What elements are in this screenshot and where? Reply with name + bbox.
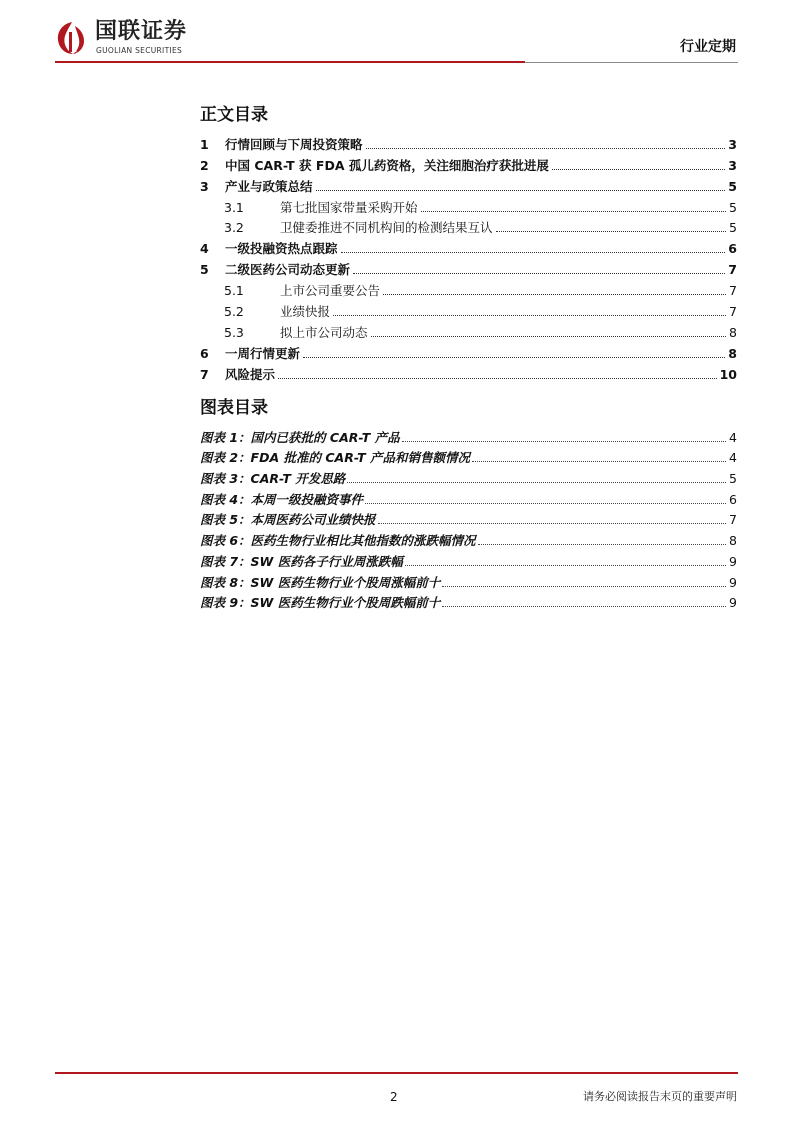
figure-entry[interactable] (200, 549, 737, 570)
toc-entry-number: 3.1 (224, 199, 244, 215)
toc-leader-dots (316, 189, 726, 191)
figure-entry-page: 7 (729, 512, 737, 528)
toc-entry[interactable] (200, 174, 737, 195)
figure-entry[interactable] (200, 591, 737, 612)
toc-entry-page: 8 (729, 324, 737, 340)
toc-entry-number: 1 (200, 136, 209, 152)
figures-heading: 图表目录 (200, 398, 268, 418)
toc-list (200, 132, 737, 383)
figure-leader-dots (365, 502, 726, 504)
toc-leader-dots (496, 230, 727, 232)
figure-entry-title[interactable]: 图表 5：本周医药公司业绩快报 (200, 512, 376, 528)
toc-entry[interactable] (200, 257, 737, 278)
toc-entry-page: 6 (728, 241, 737, 257)
footer-disclaimer: 请务必阅读报告末页的重要声明 (583, 1090, 737, 1103)
figure-leader-dots (378, 522, 726, 524)
toc-entry-title[interactable]: 拟上市公司动态 (280, 324, 368, 340)
toc-entry-page: 5 (728, 178, 737, 194)
figure-leader-dots (478, 543, 726, 545)
logo-mark-icon (55, 20, 89, 56)
toc-entry-number: 7 (200, 366, 209, 382)
toc-entry-title[interactable]: 第七批国家带量采购开始 (280, 199, 418, 215)
toc-entry-page: 3 (728, 157, 737, 173)
toc-leader-dots (371, 335, 727, 337)
logo-english-name: GUOLIAN SECURITIES (96, 46, 183, 55)
toc-entry-title[interactable]: 产业与政策总结 (225, 178, 313, 194)
toc-entry-page: 8 (728, 345, 737, 361)
toc-entry-title[interactable]: 一周行情更新 (225, 345, 301, 361)
toc-entry-number: 3 (200, 178, 209, 194)
toc-entry-page: 7 (729, 283, 737, 299)
figure-entry-page: 9 (729, 595, 737, 611)
toc-entry-title[interactable]: 二级医药公司动态更新 (225, 262, 351, 278)
figure-entry-page: 4 (729, 429, 737, 445)
figure-entry-title[interactable]: 图表 3：CAR-T 开发思路 (200, 471, 346, 487)
figures-list (200, 425, 737, 611)
header-rule-red (55, 61, 525, 63)
figure-leader-dots (402, 440, 726, 442)
figure-entry-title[interactable]: 图表 2：FDA 批准的 CAR-T 产品和销售额情况 (200, 450, 471, 466)
toc-entry[interactable] (200, 195, 737, 216)
figure-entry[interactable] (200, 446, 737, 467)
figure-entry-title[interactable]: 图表 1：国内已获批的 CAR-T 产品 (200, 429, 400, 445)
toc-entry-number: 5.3 (224, 324, 244, 340)
toc-entry[interactable] (200, 278, 737, 299)
figure-leader-dots (472, 460, 726, 462)
toc-entry[interactable] (200, 216, 737, 237)
toc-entry[interactable] (200, 299, 737, 320)
toc-entry[interactable] (200, 132, 737, 153)
toc-entry-page: 5 (729, 199, 737, 215)
figure-entry-title[interactable]: 图表 9：SW 医药生物行业个股周跌幅前十 (200, 595, 441, 611)
toc-entry-number: 5.2 (224, 304, 244, 320)
page-number: 2 (390, 1090, 398, 1104)
figure-entry-page: 4 (729, 450, 737, 466)
toc-entry-number: 4 (200, 241, 209, 257)
toc-leader-dots (366, 147, 726, 149)
figure-entry-page: 9 (729, 574, 737, 590)
toc-entry-page: 5 (729, 220, 737, 236)
toc-entry-title[interactable]: 中国 CAR-T 获 FDA 孤儿药资格，关注细胞治疗获批进展 (225, 157, 549, 173)
figure-entry[interactable] (200, 466, 737, 487)
figure-entry-title[interactable]: 图表 8：SW 医药生物行业个股周涨幅前十 (200, 574, 441, 590)
toc-entry[interactable] (200, 362, 737, 383)
toc-leader-dots (303, 356, 725, 358)
toc-entry-number: 3.2 (224, 220, 244, 236)
toc-entry-number: 6 (200, 345, 209, 361)
toc-entry-title[interactable]: 一级投融资热点跟踪 (225, 241, 338, 257)
figure-entry-page: 5 (729, 471, 737, 487)
figure-entry[interactable] (200, 508, 737, 529)
toc-leader-dots (278, 377, 717, 379)
logo-chinese-name: 国联证券 (95, 19, 188, 44)
toc-entry[interactable] (200, 153, 737, 174)
figure-entry[interactable] (200, 425, 737, 446)
toc-entry[interactable] (200, 320, 737, 341)
toc-leader-dots (552, 168, 725, 170)
toc-entry[interactable] (200, 341, 737, 362)
figure-entry-page: 6 (729, 491, 737, 507)
toc-entry-page: 3 (728, 136, 737, 152)
figure-leader-dots (442, 585, 726, 587)
figure-entry[interactable] (200, 487, 737, 508)
toc-entry-page: 10 (719, 366, 737, 382)
toc-entry-number: 2 (200, 157, 209, 173)
footer-rule (55, 1072, 738, 1074)
report-type-label: 行业定期 (680, 39, 736, 55)
figure-entry-title[interactable]: 图表 6：医药生物行业相比其他指数的涨跌幅情况 (200, 533, 476, 549)
toc-entry-title[interactable]: 上市公司重要公告 (280, 283, 381, 299)
figure-leader-dots (442, 605, 726, 607)
toc-entry-page: 7 (728, 262, 737, 278)
toc-leader-dots (333, 314, 726, 316)
figure-leader-dots (405, 564, 726, 566)
toc-entry-title[interactable]: 风险提示 (225, 366, 276, 382)
figure-entry-title[interactable]: 图表 4：本周一级投融资事件 (200, 491, 364, 507)
toc-entry[interactable] (200, 236, 737, 257)
figure-entry[interactable] (200, 570, 737, 591)
toc-entry-title[interactable]: 行情回顾与下周投资策略 (225, 136, 363, 152)
figure-entry[interactable] (200, 528, 737, 549)
toc-leader-dots (353, 272, 725, 274)
figure-leader-dots (347, 481, 726, 483)
toc-leader-dots (383, 293, 726, 295)
toc-leader-dots (421, 210, 727, 212)
page-header (55, 16, 738, 62)
header-rule-gray (525, 62, 738, 63)
figure-entry-page: 9 (729, 553, 737, 569)
toc-entry-title[interactable]: 卫健委推进不同机构间的检测结果互认 (280, 220, 493, 236)
toc-leader-dots (341, 251, 726, 253)
toc-entry-page: 7 (729, 304, 737, 320)
company-logo (55, 16, 205, 60)
toc-entry-title[interactable]: 业绩快报 (280, 304, 331, 320)
toc-heading: 正文目录 (200, 105, 268, 125)
toc-entry-number: 5.1 (224, 283, 244, 299)
figure-entry-title[interactable]: 图表 7：SW 医药各子行业周涨跌幅 (200, 553, 403, 569)
figure-entry-page: 8 (729, 533, 737, 549)
toc-entry-number: 5 (200, 262, 209, 278)
